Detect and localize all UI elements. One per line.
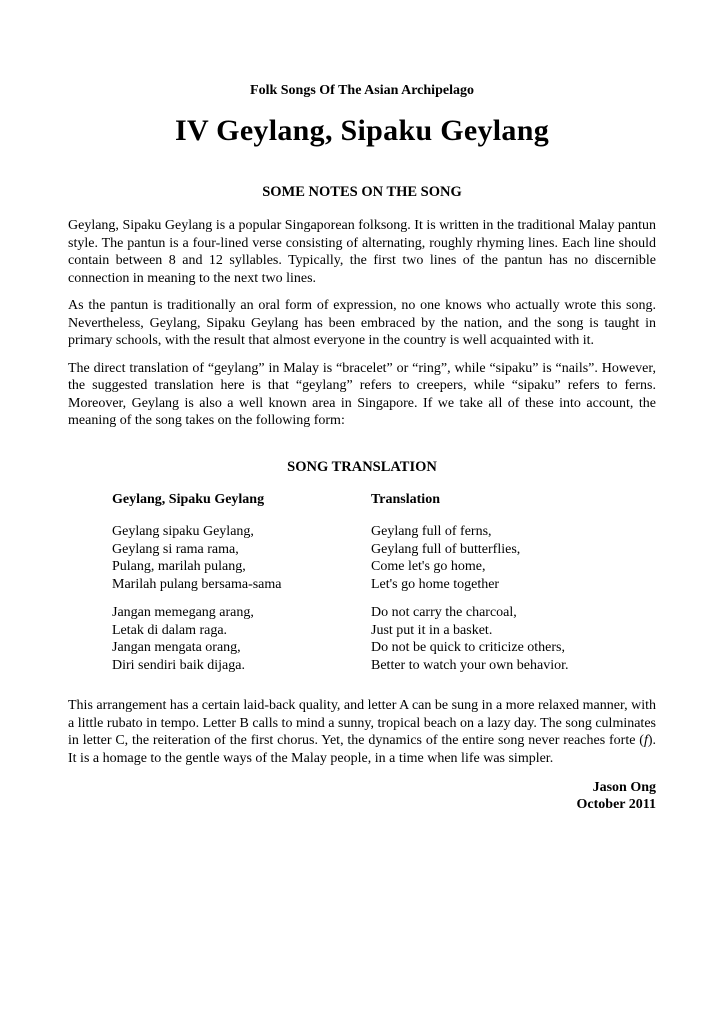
translation-table (112, 491, 656, 675)
verse-line: Come let's go home, (371, 559, 486, 574)
verse-2 (112, 604, 656, 674)
verse-1 (112, 523, 656, 593)
closing-text-before-forte: This arrangement has a certain laid-back quality, and letter A can be sung in a more relaxed manner, with a little rubato in tempo. Letter B calls to mind a sunny, tropical beach on a lazy day. The song culminates in letter C, the reiteration of the first chorus. Yet, the dynamics of the entire song never reaches forte ( (68, 698, 656, 748)
verse-line: Diri sendiri baik dijaga. (112, 657, 245, 673)
closing-paragraph (68, 697, 656, 767)
verse-line: Geylang full of butterflies, (371, 541, 521, 557)
notes-section-heading: SOME NOTES ON THE SONG (262, 184, 462, 200)
verse-line: Better to watch your own behavior. (371, 657, 569, 673)
translation-section-heading: SONG TRANSLATION (287, 458, 437, 475)
verse-line: Do not be quick to criticize others, (371, 640, 565, 655)
signature-date: October 2011 (576, 797, 656, 812)
verse-2-malay (112, 604, 371, 674)
verse-line: Jangan memegang arang, (112, 605, 254, 620)
verse-line: Let's go home together (371, 576, 500, 592)
forte-symbol: f (643, 733, 648, 748)
series-title: Folk Songs Of The Asian Archipelago (250, 83, 474, 98)
closing-text-after-forte: ). It is a homage to the gentle ways of the Malay people, in a time when life was simpler. (68, 733, 656, 766)
verse-line: Geylang si rama rama, (112, 541, 239, 557)
column-header-translation: Translation (371, 491, 440, 507)
verse-line: Do not carry the charcoal, (371, 605, 517, 620)
translation-header-row (112, 491, 656, 509)
verse-1-malay (112, 523, 371, 593)
verse-line: Jangan mengata orang, (112, 640, 241, 655)
signature-block (68, 779, 656, 813)
verse-line: Geylang sipaku Geylang, (112, 524, 254, 539)
column-header-malay: Geylang, Sipaku Geylang (112, 491, 265, 507)
verse-line: Geylang full of ferns, (371, 524, 492, 539)
notes-paragraph-3: The direct translation of “geylang” in Malay is “bracelet” or “ring”, while “sipaku” is “nails”. However, the suggested translation here is that “geylang” refers to creepers, while “sipaku” refers to ferns. Moreover, Geylang is also a well known area in Singapore. If we take all of these into account, the meaning of the song takes on the following form: (68, 360, 656, 428)
notes-paragraph-2: As the pantun is traditionally an oral form of expression, no one knows who actually wrote this song. Nevertheless, Geylang, Sipaku Geylang has been embraced by the nation, and the song is taught in primary schools, with the result that almost everyone in the country is well acquainted with it. (68, 298, 656, 348)
verse-line: Marilah pulang bersama-sama (112, 576, 282, 592)
verse-line: Just put it in a basket. (371, 622, 493, 638)
page-title: IV Geylang, Sipaku Geylang (174, 114, 549, 147)
verse-line: Letak di dalam raga. (112, 622, 228, 638)
verse-1-english (371, 523, 656, 593)
verse-line: Pulang, marilah pulang, (112, 559, 246, 574)
verse-2-english (371, 604, 656, 674)
notes-paragraph-1: Geylang, Sipaku Geylang is a popular Singaporean folksong. It is written in the traditional Malay pantun style. The pantun is a four-lined verse consisting of alternating, roughly rhyming lines. Each line should contain between 8 and 12 syllables. Typically, the first two lines of the pantun has no discernible connection in meaning to the next two lines. (68, 218, 656, 286)
author-name: Jason Ong (592, 780, 656, 795)
